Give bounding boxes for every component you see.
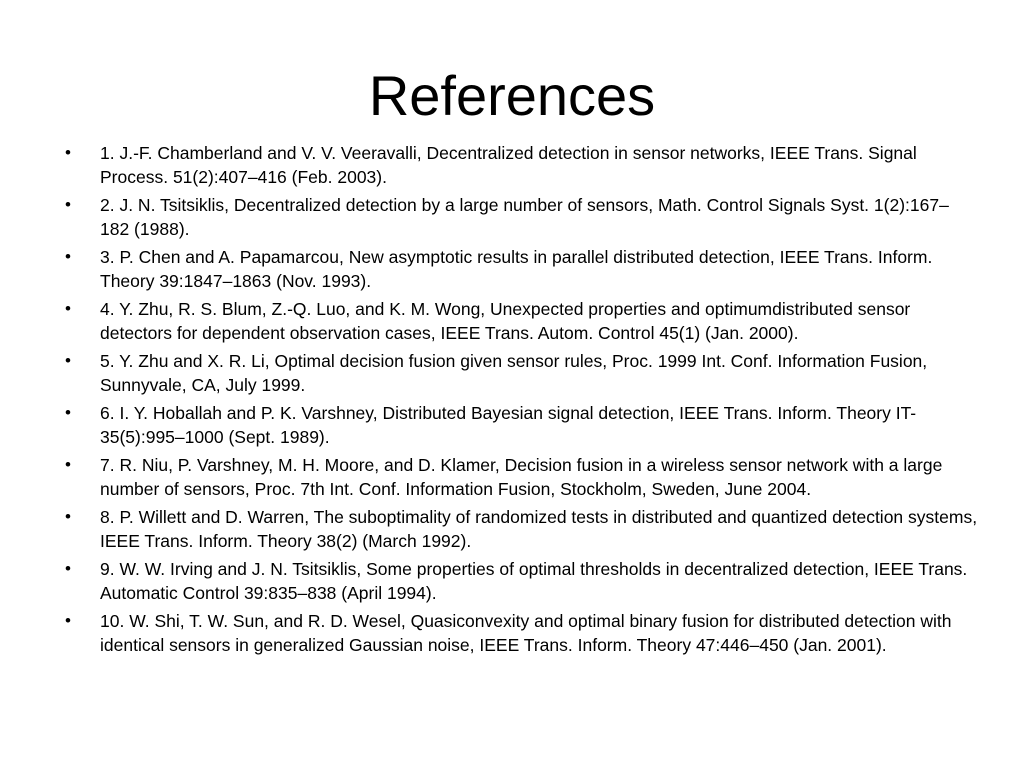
reference-text: 1. J.-F. Chamberland and V. V. Veeravalli, Decentralized detection in sensor networks, IEEE Trans. Signal Process. 51(2):407–416 (Feb. 2003). bbox=[100, 143, 917, 187]
reference-item bbox=[58, 349, 978, 397]
reference-text: 3. P. Chen and A. Papamarcou, New asymptotic results in parallel distributed detection, IEEE Trans. Inform. Theory 39:1847–1863 (Nov. 1993). bbox=[100, 247, 933, 291]
bullet-icon: • bbox=[65, 559, 71, 578]
bullet-icon: • bbox=[65, 507, 71, 526]
reference-item bbox=[58, 193, 978, 241]
slide-title: References bbox=[368, 64, 656, 127]
reference-text: 8. P. Willett and D. Warren, The suboptimality of randomized tests in distributed and quantized detection systems, IEEE Trans. Inform. Theory 38(2) (March 1992). bbox=[100, 507, 978, 551]
reference-item bbox=[58, 401, 978, 449]
reference-text: 7. R. Niu, P. Varshney, M. H. Moore, and D. Klamer, Decision fusion in a wireless sensor network with a large number of sensors, Proc. 7th Int. Conf. Information Fusion, Stockholm, Sweden, June 2004. bbox=[100, 455, 943, 499]
bullet-icon: • bbox=[65, 299, 71, 318]
reference-text: 6. I. Y. Hoballah and P. K. Varshney, Distributed Bayesian signal detection, IEEE Trans. Inform. Theory IT-35(5):995–1000 (Sept. 1989). bbox=[100, 403, 917, 447]
bullet-icon: • bbox=[65, 455, 71, 474]
reference-item bbox=[58, 141, 978, 189]
bullet-icon: • bbox=[65, 143, 71, 162]
reference-item bbox=[58, 557, 978, 605]
bullet-icon: • bbox=[65, 351, 71, 370]
reference-item bbox=[58, 609, 978, 657]
reference-text: 2. J. N. Tsitsiklis, Decentralized detection by a large number of sensors, Math. Control Signals Syst. 1(2):167–182 (1988). bbox=[100, 195, 949, 239]
reference-item bbox=[58, 505, 978, 553]
reference-list bbox=[58, 141, 978, 661]
reference-item bbox=[58, 297, 978, 345]
reference-text: 10. W. Shi, T. W. Sun, and R. D. Wesel, Quasiconvexity and optimal binary fusion for distributed detection with identical sensors in generalized Gaussian noise, IEEE Trans. Inform. Theory 47:446–450 (Jan. 2001). bbox=[100, 611, 952, 655]
bullet-icon: • bbox=[65, 611, 71, 630]
bullet-icon: • bbox=[65, 247, 71, 266]
reference-text: 9. W. W. Irving and J. N. Tsitsiklis, Some properties of optimal thresholds in decentralized detection, IEEE Trans. Automatic Control 39:835–838 (April 1994). bbox=[100, 559, 968, 603]
reference-item bbox=[58, 453, 978, 501]
reference-item bbox=[58, 245, 978, 293]
bullet-icon: • bbox=[65, 403, 71, 422]
reference-text: 4. Y. Zhu, R. S. Blum, Z.-Q. Luo, and K. M. Wong, Unexpected properties and optimumdistributed sensor detectors for dependent observation cases, IEEE Trans. Autom. Control 45(1) (Jan. 2000). bbox=[100, 299, 911, 343]
bullet-icon: • bbox=[65, 195, 71, 214]
reference-text: 5. Y. Zhu and X. R. Li, Optimal decision fusion given sensor rules, Proc. 1999 Int. Conf. Information Fusion, Sunnyvale, CA, July 1999. bbox=[100, 351, 928, 395]
